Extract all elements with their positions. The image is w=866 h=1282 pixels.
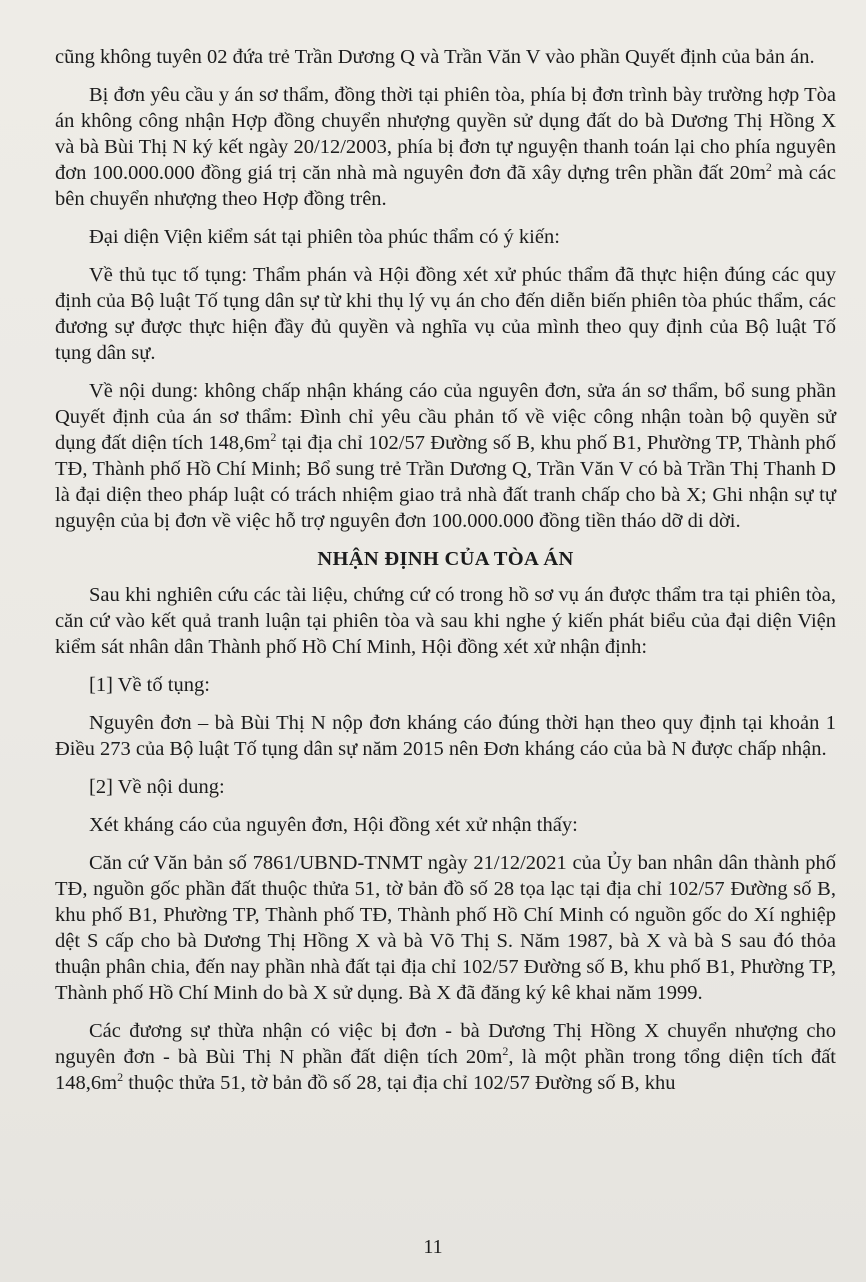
- paragraph-court-review: Sau khi nghiên cứu các tài liệu, chứng cứ có trong hồ sơ vụ án được thẩm tra tại phiên tòa, căn cứ vào kết quả tranh luận tại phiên tòa và sau khi nghe ý kiến phát biểu của đại diện Viện kiểm sát nhân dân Thành phố Hồ Chí Minh, Hội đồng xét xử nhận định:: [55, 584, 836, 658]
- paragraph-content-label: [2] Về nội dung:: [89, 776, 225, 798]
- paragraph-parties-admit: Các đương sự thừa nhận có việc bị đơn - bà Dương Thị Hồng X chuyển nhượng cho nguyên đơn - bà Bùi Thị N phần đất diện tích $20m^2$, là một phần trong tổng diện tích đất $148,6m^2$ thuộc thửa 51, tờ bản đồ số 28, tại địa chỉ 102/57 Đường số B, khu: [55, 1020, 836, 1094]
- page-number: 11: [423, 1236, 443, 1258]
- paragraph-defendant-request: Bị đơn yêu cầu y án sơ thẩm, đồng thời tại phiên tòa, phía bị đơn trình bày trường hợp Tòa án không công nhận Hợp đồng chuyển nhượng quyền sử dụng đất do bà Dương Thị Hồng X và bà Bùi Thị N ký kết ngày 20/12/2003, phía bị đơn tự nguyện thanh toán lại cho phía nguyên đơn 100.000.000 đồng giá trị căn nhà mà nguyên đơn đã xây dựng trên phần đất $20m^2$ mà các bên chuyển nhượng theo Hợp đồng trên.: [55, 84, 836, 210]
- paragraph-continuation: cũng không tuyên 02 đứa trẻ Trần Dương Q và Trần Văn V vào phần Quyết định của bản án.: [55, 46, 815, 68]
- paragraph-appeal-review: Xét kháng cáo của nguyên đơn, Hội đồng xét xử nhận thấy:: [89, 814, 578, 836]
- paragraph-land-origin: Căn cứ Văn bản số 7861/UBND-TNMT ngày 21/12/2021 của Ủy ban nhân dân thành phố TĐ, nguồn gốc phần đất thuộc thửa 51, tờ bản đồ số 28 tọa lạc tại địa chỉ 102/57 Đường số B, khu phố B1, Phường TP, Thành phố TĐ, Thành phố Hồ Chí Minh có nguồn gốc do Xí nghiệp dệt S cấp cho bà Dương Thị Hồng X và bà Võ Thị S. Năm 1987, bà X và bà S sau đó thỏa thuận phân chia, đến nay phần nhà đất tại địa chỉ 102/57 Đường số B, khu phố B1, Phường TP, Thành phố Hồ Chí Minh do bà X sử dụng. Bà X đã đăng ký kê khai năm 1999.: [55, 852, 836, 1004]
- paragraph-content: Về nội dung: không chấp nhận kháng cáo của nguyên đơn, sửa án sơ thẩm, bổ sung phần Quyết định của án sơ thẩm: Đình chỉ yêu cầu phản tố về việc công nhận toàn bộ quyền sử dụng đất diện tích $148,6m^2$ tại địa chỉ 102/57 Đường số B, khu phố B1, Phường TP, Thành phố TĐ, Thành phố Hồ Chí Minh; Bổ sung trẻ Trần Dương Q, Trần Văn V có bà Trần Thị Thanh D là đại diện theo pháp luật có trách nhiệm giao trả nhà đất tranh chấp cho bà X; Ghi nhận sự tự nguyện của bị đơn về việc hỗ trợ nguyên đơn 100.000.000 đồng tiền tháo dỡ di dời.: [55, 380, 836, 532]
- section-heading: NHẬN ĐỊNH CỦA TÒA ÁN: [317, 548, 574, 570]
- paragraph-procuracy-opinion: Đại diện Viện kiểm sát tại phiên tòa phúc thẩm có ý kiến:: [89, 226, 560, 248]
- paragraph-procedure-label: [1] Về tố tụng:: [89, 674, 210, 696]
- paragraph-appeal-timely: Nguyên đơn – bà Bùi Thị N nộp đơn kháng cáo đúng thời hạn theo quy định tại khoản 1 Điều 273 của Bộ luật Tố tụng dân sự năm 2015 nên Đơn kháng cáo của bà N được chấp nhận.: [55, 712, 836, 760]
- paragraph-procedure: Về thủ tục tố tụng: Thẩm phán và Hội đồng xét xử phúc thẩm đã thực hiện đúng các quy định của Bộ luật Tố tụng dân sự từ khi thụ lý vụ án cho đến diễn biến phiên tòa phúc thẩm, các đương sự được thực hiện đầy đủ quyền và nghĩa vụ của mình theo quy định của Bộ luật Tố tụng dân sự.: [55, 264, 836, 364]
